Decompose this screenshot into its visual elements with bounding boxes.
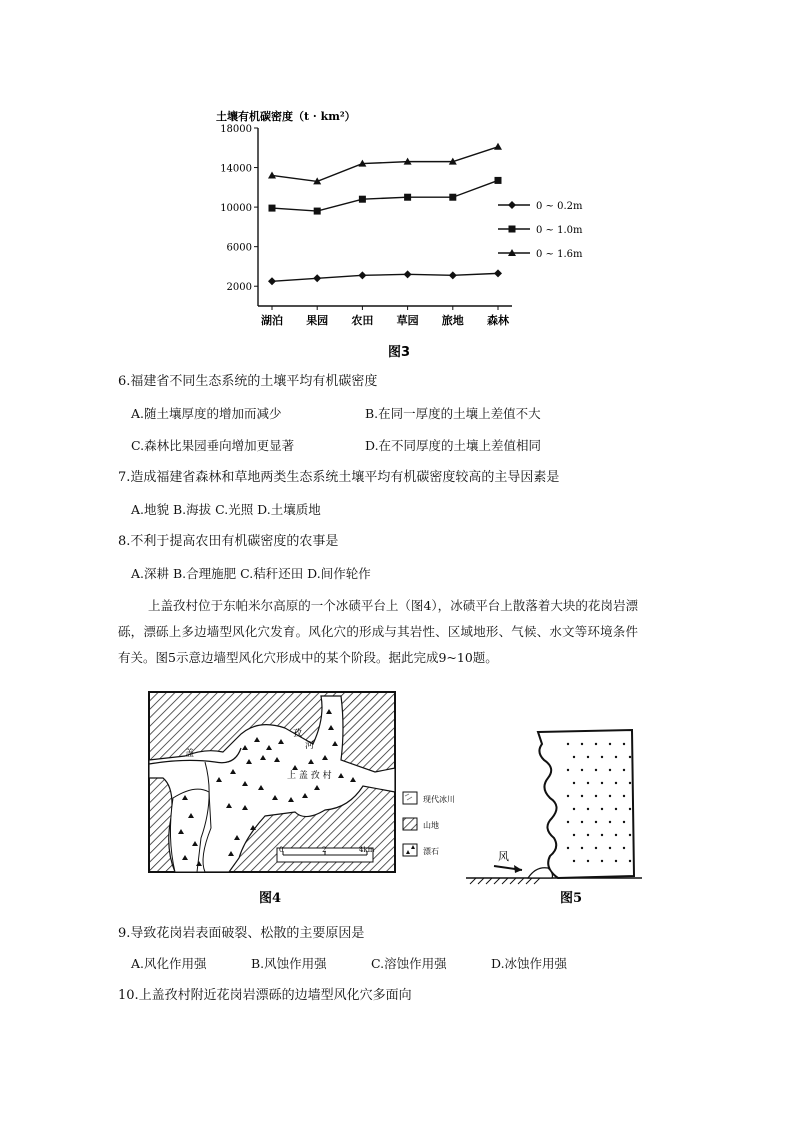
texture-dot bbox=[567, 821, 569, 823]
texture-dot bbox=[595, 769, 597, 771]
data-point bbox=[449, 271, 457, 279]
texture-dot bbox=[609, 821, 611, 823]
data-point bbox=[314, 208, 321, 215]
boulder bbox=[538, 730, 634, 878]
data-point bbox=[269, 205, 276, 212]
texture-dot bbox=[629, 782, 631, 784]
legend-label: 0 ~ 1.6m bbox=[536, 249, 583, 260]
texture-dot bbox=[623, 847, 625, 849]
data-point bbox=[268, 171, 276, 178]
y-tick-label: 6000 bbox=[226, 242, 252, 254]
texture-dot bbox=[573, 834, 575, 836]
texture-dot bbox=[609, 847, 611, 849]
texture-dot bbox=[567, 795, 569, 797]
data-point bbox=[495, 177, 502, 184]
legend-boulder: 漂石 bbox=[423, 847, 439, 856]
texture-dot bbox=[615, 808, 617, 810]
data-point bbox=[508, 201, 516, 209]
texture-dot bbox=[615, 756, 617, 758]
question-9-stem: 9.导致花岗岩表面破裂、松散的主要原因是 bbox=[118, 926, 365, 941]
texture-dot bbox=[567, 769, 569, 771]
question-6-option-b: B.在同一厚度的土壤上差值不大 bbox=[365, 406, 541, 421]
question-7-options: A.地貌 B.海拔 C.光照 D.土壤质地 bbox=[131, 502, 321, 517]
texture-dot bbox=[629, 860, 631, 862]
x-tick-label: 湖泊 bbox=[261, 314, 283, 327]
texture-dot bbox=[615, 834, 617, 836]
y-tick-label: 10000 bbox=[220, 203, 252, 215]
question-8-stem: 8.不利于提高农田有机碳密度的农事是 bbox=[118, 534, 339, 549]
texture-dot bbox=[623, 821, 625, 823]
texture-dot bbox=[595, 795, 597, 797]
texture-dot bbox=[609, 795, 611, 797]
y-tick-label: 2000 bbox=[226, 282, 252, 294]
question-8-options: A.深耕 B.合理施肥 C.秸秆还田 D.间作轮作 bbox=[131, 566, 371, 581]
question-6-option-d: D.在不同厚度的土壤上差值相同 bbox=[365, 438, 542, 453]
map-label-he: 河 bbox=[305, 741, 315, 751]
legend-label: 0 ~ 0.2m bbox=[536, 201, 583, 212]
data-point bbox=[268, 277, 276, 285]
legend-mountain: 山地 bbox=[423, 821, 439, 830]
figure-5-rock bbox=[462, 688, 662, 908]
data-point bbox=[494, 269, 502, 277]
figure-3-caption: 图3 bbox=[388, 345, 411, 360]
series-line bbox=[272, 147, 498, 182]
legend-label: 0 ~ 1.0m bbox=[536, 225, 583, 236]
texture-dot bbox=[615, 860, 617, 862]
texture-dot bbox=[581, 795, 583, 797]
question-10-stem: 10.上盖孜村附近花岗岩漂砾的边墙型风化穴多面向 bbox=[118, 988, 412, 1003]
series-line bbox=[272, 180, 498, 211]
texture-dot bbox=[567, 847, 569, 849]
data-point bbox=[449, 194, 456, 201]
texture-dot bbox=[581, 847, 583, 849]
question-6-option-c: C.森林比果园垂向增加更显著 bbox=[131, 438, 295, 453]
texture-dot bbox=[623, 743, 625, 745]
data-point bbox=[404, 270, 412, 278]
data-point bbox=[313, 274, 321, 282]
legend-glacier: 现代冰川 bbox=[423, 795, 455, 804]
question-6-stem: 6.福建省不同生态系统的土壤平均有机碳密度 bbox=[118, 374, 378, 389]
texture-dot bbox=[587, 808, 589, 810]
texture-dot bbox=[623, 769, 625, 771]
texture-dot bbox=[587, 782, 589, 784]
figure-4-caption: 图4 bbox=[259, 891, 282, 906]
texture-dot bbox=[601, 808, 603, 810]
texture-dot bbox=[587, 756, 589, 758]
scale-zero: 0 bbox=[279, 846, 284, 854]
question-9-option-d: D.冰蚀作用强 bbox=[491, 956, 568, 971]
data-point bbox=[358, 271, 366, 279]
texture-dot bbox=[595, 821, 597, 823]
texture-dot bbox=[629, 834, 631, 836]
x-tick-label: 果园 bbox=[306, 314, 329, 327]
texture-dot bbox=[573, 756, 575, 758]
scale-mid: 2 bbox=[322, 846, 327, 854]
map-label-gai: 盖 bbox=[185, 749, 195, 759]
question-6-option-a: A.随土壤厚度的增加而减少 bbox=[131, 406, 282, 421]
wind-label: 风 bbox=[498, 850, 509, 863]
texture-dot bbox=[573, 782, 575, 784]
texture-dot bbox=[601, 834, 603, 836]
scale-bar bbox=[277, 846, 375, 862]
question-9-option-b: B.风蚀作用强 bbox=[251, 956, 327, 971]
question-9-option-a: A.风化作用强 bbox=[131, 956, 207, 971]
question-9-option-c: C.溶蚀作用强 bbox=[371, 956, 447, 971]
texture-dot bbox=[601, 756, 603, 758]
y-tick-label: 18000 bbox=[220, 124, 252, 135]
passage-text: 上盖孜村位于东帕米尔高原的一个冰碛平台上（图4），冰碛平台上散落着大块的花岗岩漂砾，漂砾上多边墙型风化穴发育。风化穴的形成与其岩性、区域地形、气候、水文等环境条件有关。图5示意边墙型风化穴形成中的某个阶段。据此完成9~10题。 bbox=[118, 598, 638, 665]
texture-dot bbox=[581, 743, 583, 745]
figure-3-chart bbox=[200, 100, 590, 360]
data-point bbox=[494, 143, 502, 150]
texture-dot bbox=[573, 808, 575, 810]
texture-dot bbox=[629, 808, 631, 810]
texture-dot bbox=[629, 756, 631, 758]
y-tick-label: 14000 bbox=[220, 163, 252, 175]
series-line bbox=[272, 273, 498, 281]
question-7-stem: 7.造成福建省森林和草地两类生态系统土壤平均有机碳密度较高的主导因素是 bbox=[118, 470, 560, 485]
scale-end: 4km bbox=[359, 846, 375, 854]
texture-dot bbox=[623, 795, 625, 797]
figure-5-caption: 图5 bbox=[560, 891, 583, 906]
map-label-zi: 孜 bbox=[293, 729, 303, 739]
figure-4-map bbox=[145, 688, 475, 908]
texture-dot bbox=[581, 769, 583, 771]
texture-dot bbox=[595, 847, 597, 849]
x-tick-label: 森林 bbox=[487, 314, 509, 327]
x-tick-label: 草园 bbox=[396, 314, 419, 327]
texture-dot bbox=[601, 860, 603, 862]
data-point bbox=[359, 196, 366, 203]
debris-pile bbox=[528, 868, 553, 878]
map-label-village: 上 盖 孜 村 bbox=[287, 771, 332, 781]
texture-dot bbox=[587, 860, 589, 862]
texture-dot bbox=[567, 743, 569, 745]
data-point bbox=[404, 194, 411, 201]
texture-dot bbox=[609, 743, 611, 745]
texture-dot bbox=[615, 782, 617, 784]
texture-dot bbox=[573, 860, 575, 862]
map-legend bbox=[403, 792, 455, 856]
texture-dot bbox=[595, 743, 597, 745]
chart-ylabel: 土壤有机碳密度（t · km²） bbox=[216, 110, 356, 123]
x-tick-label: 旅地 bbox=[441, 314, 464, 327]
texture-dot bbox=[587, 834, 589, 836]
data-point bbox=[509, 226, 516, 233]
texture-dot bbox=[581, 821, 583, 823]
x-tick-label: 农田 bbox=[351, 314, 374, 327]
texture-dot bbox=[601, 782, 603, 784]
ground-hatch bbox=[470, 878, 540, 884]
texture-dot bbox=[609, 769, 611, 771]
